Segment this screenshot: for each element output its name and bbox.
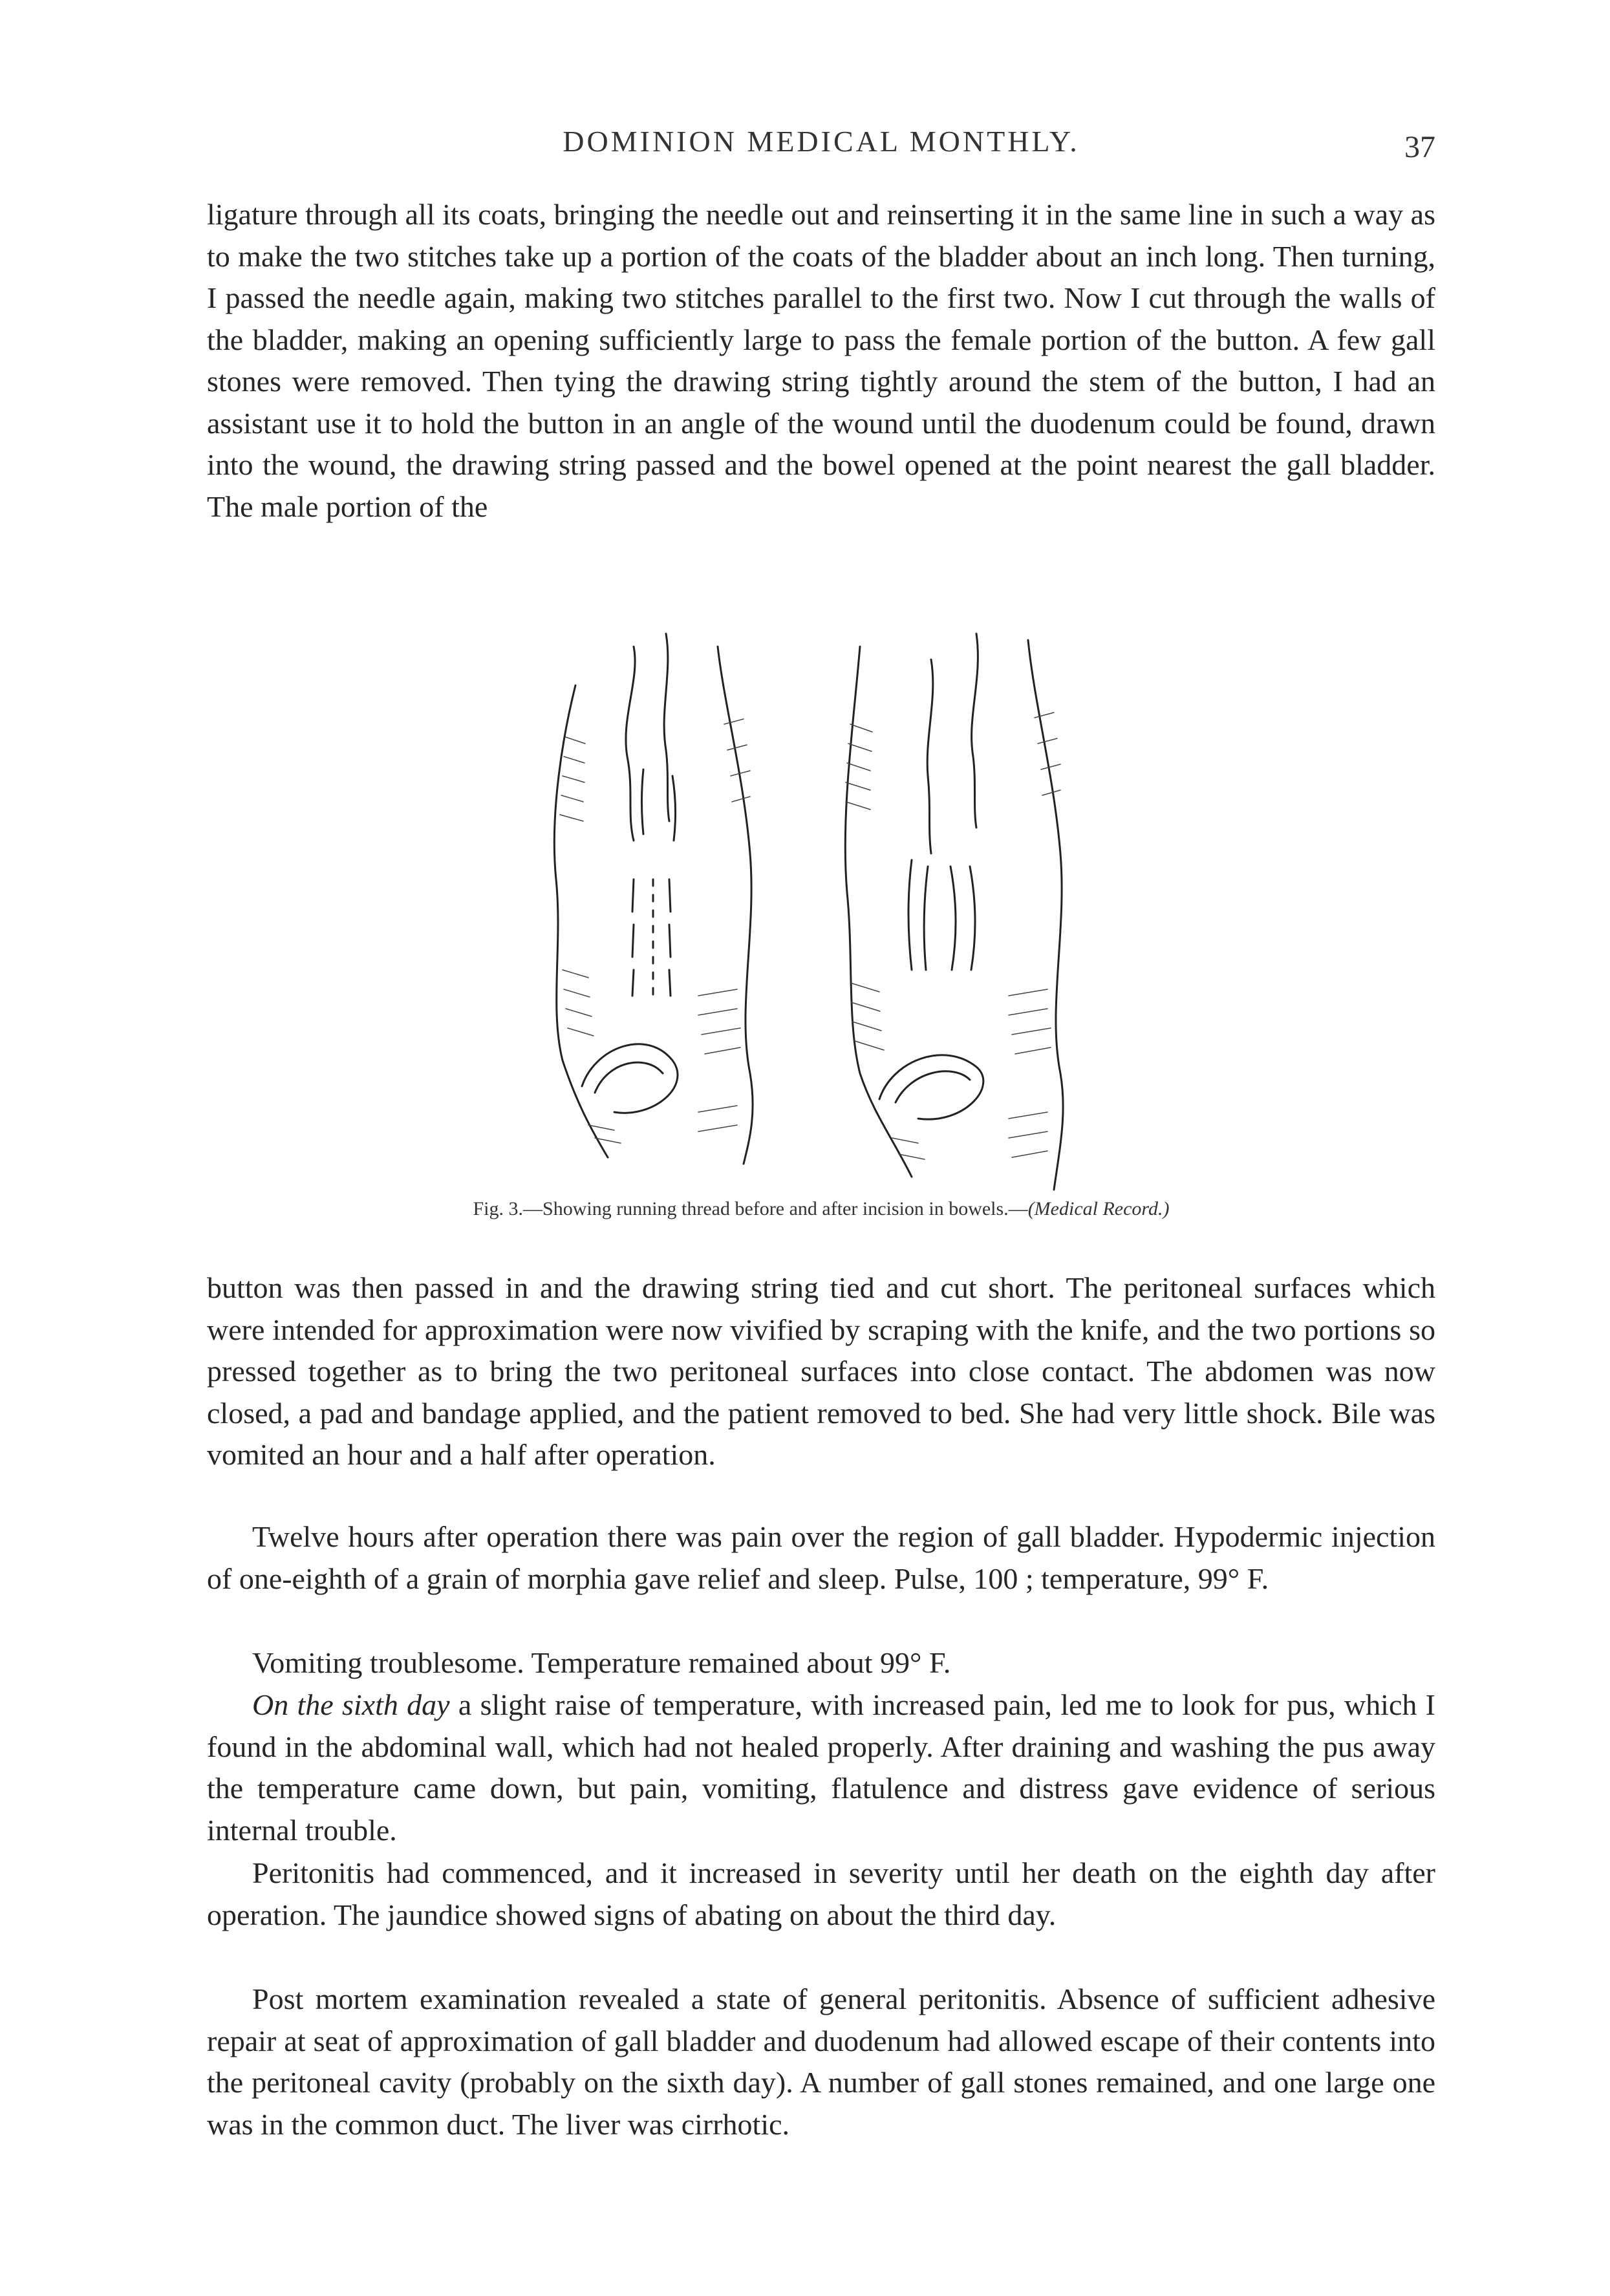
paragraph-5-italic-lead: On the sixth day (252, 1688, 450, 1721)
paragraph-7: Post mortem examination revealed a state of general peritonitis. Absence of sufficient adhesive repair at seat of approximation of gall bladder and duodenum had allowed escape of their contents into the peritoneal cavity (probably on the sixth day). A number of gall stones remained, and one large one was in the common duct. The liver was cirrhotic. (207, 1982, 1435, 2141)
paragraph-2: button was then passed in and the drawing string tied and cut short. The peritoneal surfaces which were intended for approximation were now vivified by scraping with the knife, and the two portions so pressed together as to bring the two peritoneal surfaces into close contact. The abdomen was now closed, a pad and bandage applied, and the patient removed to bed. She had very little shock. Bile was vomited an hour and a half after operation. (207, 1271, 1435, 1471)
page-header (207, 124, 1435, 176)
caption-source: (Medical Record.) (1027, 1198, 1170, 1219)
caption-label: Fig. 3.—Showing running thread before and after incision in bowels.— (473, 1198, 1028, 1219)
paragraph-3: Twelve hours after operation there was pain over the region of gall bladder. Hypodermic injection of one-eighth of a grain of morphia gave relief and sleep. Pulse, 100 ; temperature, 99° F. (207, 1520, 1435, 1595)
bowel-stitch-drawing (504, 608, 1125, 1196)
paragraph-6: Peritonitis had commenced, and it increased in severity until her death on the eighth day after operation. The jaundice showed signs of abating on about the third day. (207, 1856, 1435, 1931)
drawing-before-incision (554, 634, 753, 1164)
drawing-after-incision (845, 634, 1063, 1190)
paragraph-1: ligature through all its coats, bringing the needle out and reinserting it in the same line in such a way as to make the two stitches take up a portion of the coats of the bladder about an inch long. Then turning, I passed the needle again, making two stitches parallel to the first two. Now I cut through the walls of the bladder, making an opening sufficiently large to pass the female portion of the button. A few gall stones were removed. Then tying the drawing string tightly around the stem of the button, I had an assistant use it to hold the button in an angle of the wound until the duodenum could be found, drawn into the wound, the drawing string passed and the bowel opened at the point nearest the gall bladder. The male portion of the (207, 198, 1435, 523)
figure-caption (207, 1198, 1435, 1220)
paragraph-5-body: a slight raise of temperature, with increased pain, led me to look for pus, which I found in the abdominal wall, which had not healed properly. After draining and washing the pus away the temperature came down, but pain, vomiting, flatulence and distress gave evidence of serious internal trouble. (207, 1688, 1435, 1847)
page-number: 37 (1404, 130, 1435, 164)
paragraph-5 (207, 1684, 1435, 1851)
running-head: DOMINION MEDICAL MONTHLY. (563, 125, 1080, 158)
paragraph-4: Vomiting troublesome. Temperature remained about 99° F. (252, 1646, 951, 1679)
figure-3-illustration (504, 608, 1125, 1196)
